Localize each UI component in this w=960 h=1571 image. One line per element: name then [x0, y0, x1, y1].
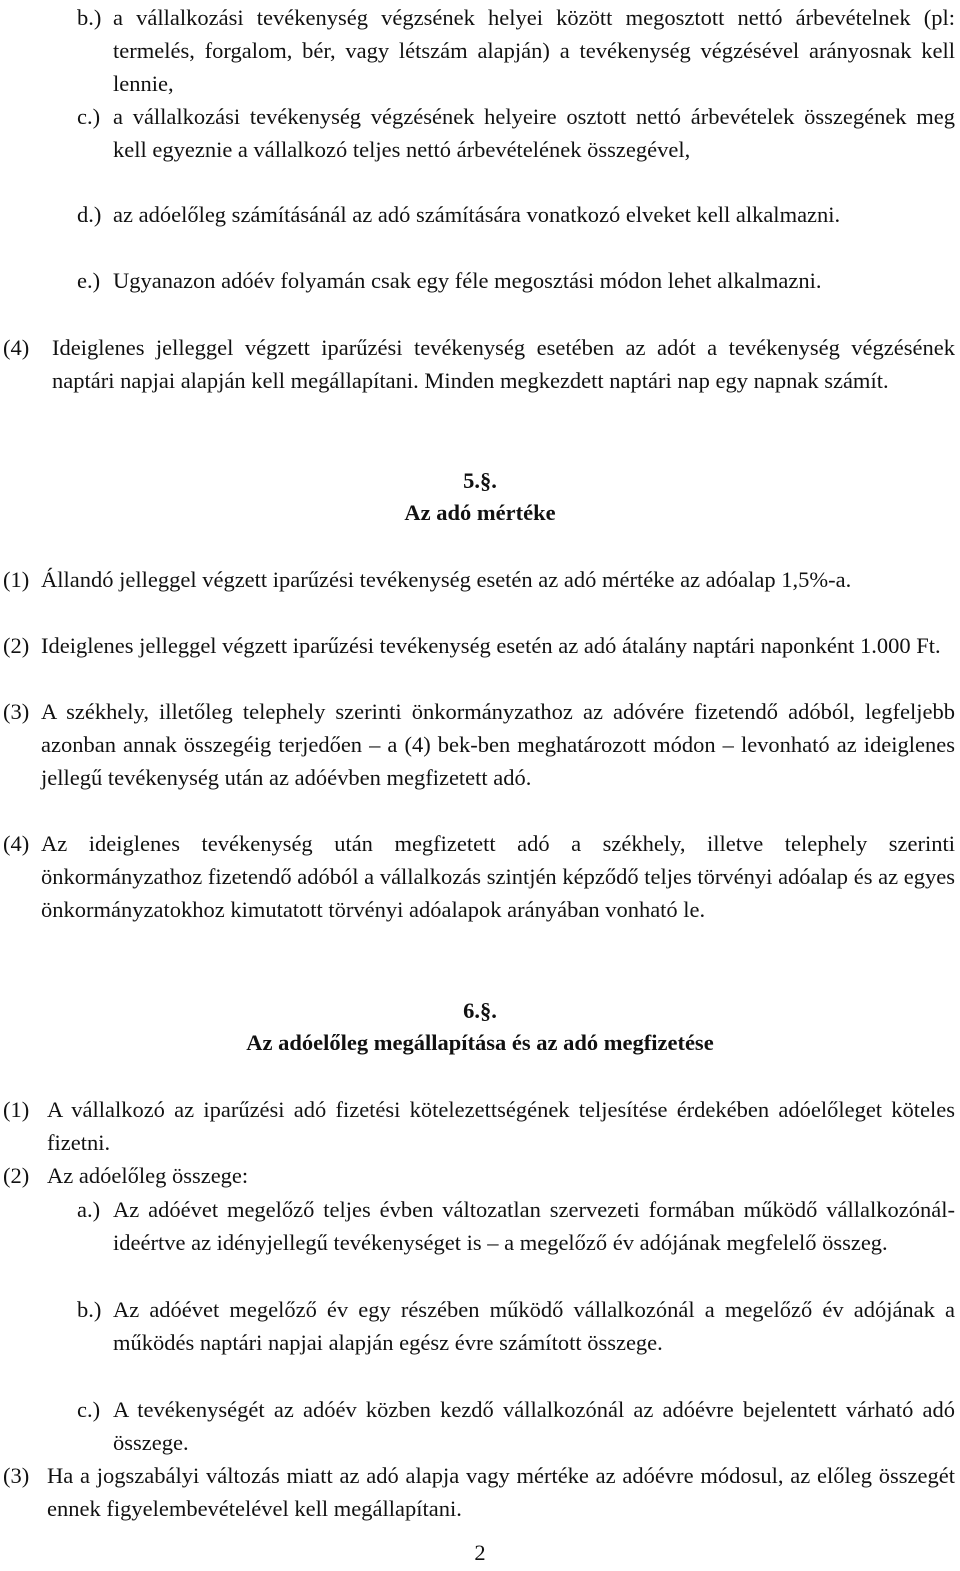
list-item-c	[77, 100, 955, 166]
section-5-number: 5.§.	[463, 468, 497, 493]
paragraph-label: (4)	[3, 335, 30, 360]
section-5-item-3	[3, 695, 955, 794]
item-label: (2)	[3, 633, 30, 658]
paragraph-text: Ideiglenes jelleggel végzett iparűzési tevékenység esetében az adót a tevékenység végzésének naptári napjai alapján kell megállapítani. Minden megkezdett naptári nap egy napnak számít.	[52, 335, 955, 393]
section-5-title: Az adó mértéke	[404, 500, 556, 525]
item-label: (1)	[3, 1097, 30, 1122]
item-label: a.)	[77, 1197, 101, 1222]
item-text: Ha a jogszabályi változás miatt az adó alapja vagy mértéke az adóévre módosul, az előleg összegét ennek figyelembevételével kell megállapítani.	[47, 1463, 955, 1521]
section-6-number: 6.§.	[463, 998, 497, 1023]
item-text: Az adóévet megelőző év egy részében működő vállalkozónál a megelőző év adójának a működés naptári napjai alapján egész évre számított összege.	[113, 1297, 955, 1355]
item-label: d.)	[77, 202, 102, 227]
item-text: Állandó jelleggel végzett iparűzési tevékenység esetén az adó mértéke az adóalap 1,5%-a.	[41, 567, 852, 592]
item-label: c.)	[77, 1397, 101, 1422]
item-label: b.)	[77, 1297, 102, 1322]
sub-item-b	[77, 1293, 955, 1359]
sub-item-a	[77, 1193, 955, 1259]
section-5-item-4	[3, 827, 955, 926]
list-item-b	[77, 1, 955, 100]
paragraph-4	[3, 331, 955, 397]
item-label: (3)	[3, 1463, 30, 1488]
section-6-title: Az adóelőleg megállapítása és az adó megfizetése	[246, 1030, 714, 1055]
page-number: 2	[474, 1540, 486, 1565]
section-5-item-1	[3, 563, 955, 596]
list-item-d	[77, 198, 955, 231]
item-text: Az adóelőleg összege:	[47, 1163, 249, 1188]
item-text: Ideiglenes jelleggel végzett iparűzési tevékenység esetén az adó átalány naptári naponként 1.000 Ft.	[41, 633, 941, 658]
item-text: Az ideiglenes tevékenység után megfizetett adó a székhely, illetve telephely szerinti önkormányzathoz fizetendő adóból a vállalkozás szintjén képződő teljes törvényi adóalap és az egyes önkormányzatokhoz kimutatott törvényi adóalapok arányában vonható le.	[41, 831, 955, 922]
sub-item-c	[77, 1393, 955, 1459]
item-label: (4)	[3, 831, 30, 856]
item-label: (2)	[3, 1163, 30, 1188]
item-label: e.)	[77, 268, 101, 293]
section-6-item-2	[3, 1159, 955, 1192]
section-6-item-1	[3, 1093, 955, 1159]
section-6-item-3	[3, 1459, 955, 1525]
item-text: Ugyanazon adóév folyamán csak egy féle megosztási módon lehet alkalmazni.	[113, 268, 822, 293]
item-text: az adóelőleg számításánál az adó számítására vonatkozó elveket kell alkalmazni.	[113, 202, 841, 227]
item-text: A vállalkozó az iparűzési adó fizetési kötelezettségének teljesítése érdekében adóelőleget köteles fizetni.	[47, 1097, 955, 1155]
item-label: (3)	[3, 699, 30, 724]
item-label: b.)	[77, 5, 102, 30]
item-label: c.)	[77, 104, 101, 129]
item-text: A tevékenységét az adóév közben kezdő vállalkozónál az adóévre bejelentett várható adó összege.	[113, 1397, 955, 1455]
item-text: Az adóévet megelőző teljes évben változatlan szervezeti formában működő vállalkozónál- ideértve az idényjellegű tevékenységet is – a megelőző év adójának megfelelő összeg.	[113, 1197, 955, 1255]
item-text: A székhely, illetőleg telephely szerinti önkormányzathoz az adóvére fizetendő adóból, legfeljebb azonban annak összegéig terjedően – a (4) bek-ben meghatározott módon – levonható az ideiglenes jellegű tevékenység után az adóévben megfizetett adó.	[41, 699, 955, 790]
section-5-item-2	[3, 629, 955, 662]
item-text: a vállalkozási tevékenység végzsének helyei között megosztott nettó árbevételnek (pl: termelés, forgalom, bér, vagy létszám alapján) a tevékenység végzésével arányosnak kell lennie,	[113, 5, 955, 96]
item-label: (1)	[3, 567, 30, 592]
item-text: a vállalkozási tevékenység végzésének helyeire osztott nettó árbevételek összegének meg kell egyeznie a vállalkozó teljes nettó árbevételének összegével,	[113, 104, 955, 162]
list-item-e	[77, 264, 955, 297]
